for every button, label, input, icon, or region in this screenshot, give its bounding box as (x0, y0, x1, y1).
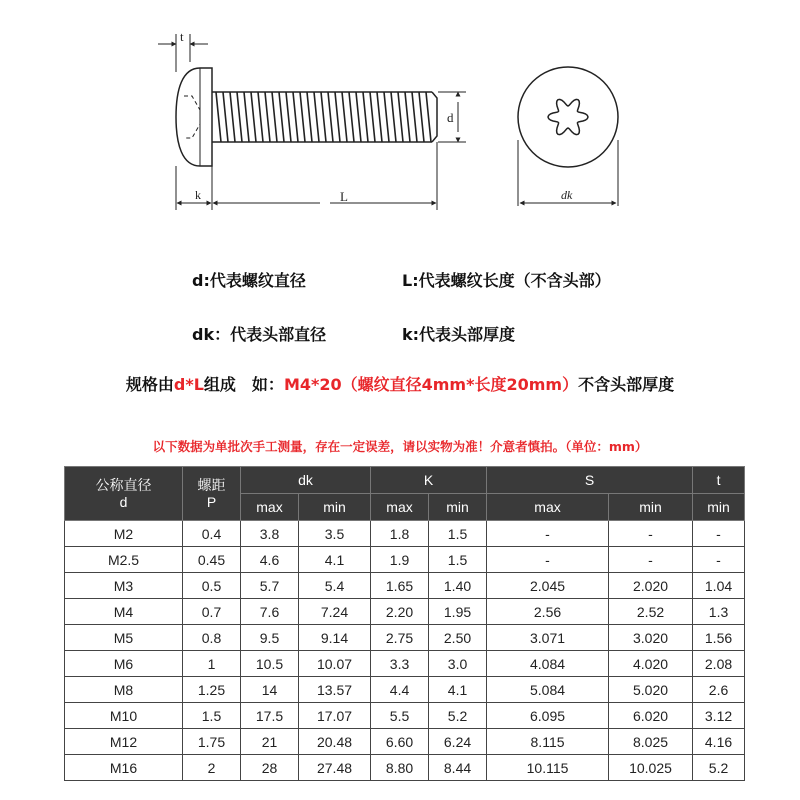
table-header-row (65, 467, 745, 494)
table-cell: 4.020 (609, 651, 693, 677)
table-cell: 8.80 (371, 755, 429, 781)
table-cell: 5.2 (429, 703, 487, 729)
header-dk: dk (241, 467, 371, 494)
header-t: t (693, 467, 745, 494)
table-cell: 2.6 (693, 677, 745, 703)
table-cell: 4.1 (429, 677, 487, 703)
table-cell: 1.25 (183, 677, 241, 703)
table-cell: 20.48 (299, 729, 371, 755)
table-cell: 17.5 (241, 703, 299, 729)
header-k-min: min (429, 494, 487, 521)
table-cell: 1.3 (693, 599, 745, 625)
thread-lines (216, 92, 431, 142)
table-cell: 2.56 (487, 599, 609, 625)
header-dk-min: min (299, 494, 371, 521)
table-cell: 4.16 (693, 729, 745, 755)
table-cell: 2.20 (371, 599, 429, 625)
table-row (65, 599, 745, 625)
table-cell: 0.4 (183, 521, 241, 547)
table-cell: 3.3 (371, 651, 429, 677)
legend-L: L:代表螺纹长度（不含头部） (402, 271, 611, 290)
table-cell: 8.115 (487, 729, 609, 755)
table-cell: M8 (65, 677, 183, 703)
table-cell: 3.071 (487, 625, 609, 651)
header-t-min: min (693, 494, 745, 521)
table-cell: 1.5 (183, 703, 241, 729)
table-cell: 0.8 (183, 625, 241, 651)
table-cell: 2.75 (371, 625, 429, 651)
example-middle: 组成 如： (203, 375, 284, 394)
table-cell: 5.7 (241, 573, 299, 599)
header-pitch: 螺距 P (183, 467, 241, 521)
table-cell: 5.4 (299, 573, 371, 599)
table-row (65, 521, 745, 547)
example-dl: d*L (173, 375, 204, 394)
table-cell: 2.045 (487, 573, 609, 599)
table-cell: 3.5 (299, 521, 371, 547)
screw-side-view (176, 68, 437, 166)
table-cell: 5.2 (693, 755, 745, 781)
table-cell: M3 (65, 573, 183, 599)
header-s: S (487, 467, 693, 494)
table-cell: - (693, 547, 745, 573)
table-cell: 0.5 (183, 573, 241, 599)
table-cell: 5.020 (609, 677, 693, 703)
torx-socket (548, 99, 588, 134)
table-cell: 1.65 (371, 573, 429, 599)
table-cell: 6.020 (609, 703, 693, 729)
table-row (65, 547, 745, 573)
table-cell: 2.020 (609, 573, 693, 599)
table-cell: M6 (65, 651, 183, 677)
table-cell: 0.7 (183, 599, 241, 625)
table-cell: 3.8 (241, 521, 299, 547)
table-cell: 14 (241, 677, 299, 703)
measurement-notice: 以下数据为单批次手工测量，存在一定误差，请以实物为准！介意者慎拍。（单位：mm） (152, 439, 648, 454)
header-nominal-diameter: 公称直径 d (65, 467, 183, 521)
table-cell: 2 (183, 755, 241, 781)
screw-end-view (518, 67, 618, 206)
table-cell: M16 (65, 755, 183, 781)
table-row (65, 573, 745, 599)
table-cell: 10.5 (241, 651, 299, 677)
table-cell: 1.95 (429, 599, 487, 625)
table-cell: 27.48 (299, 755, 371, 781)
table-cell: M10 (65, 703, 183, 729)
table-cell: 1.40 (429, 573, 487, 599)
table-cell: - (487, 547, 609, 573)
table-cell: - (693, 521, 745, 547)
table-cell: 9.14 (299, 625, 371, 651)
table-cell: M12 (65, 729, 183, 755)
table-cell: 2.50 (429, 625, 487, 651)
table-cell: 28 (241, 755, 299, 781)
table-cell: 9.5 (241, 625, 299, 651)
dk-label: dk (561, 188, 573, 202)
table-cell: 17.07 (299, 703, 371, 729)
table-cell: 3.12 (693, 703, 745, 729)
table-cell: 1.56 (693, 625, 745, 651)
table-cell: 1.5 (429, 547, 487, 573)
table-cell: 8.44 (429, 755, 487, 781)
legend-d: d:代表螺纹直径 (192, 271, 306, 290)
k-label: k (195, 188, 201, 202)
table-cell: 10.115 (487, 755, 609, 781)
table-cell: 6.24 (429, 729, 487, 755)
table-cell: - (609, 521, 693, 547)
d-label: d (447, 110, 454, 125)
table-cell: M4 (65, 599, 183, 625)
table-cell: - (487, 521, 609, 547)
table-cell: M2.5 (65, 547, 183, 573)
table-cell: 4.1 (299, 547, 371, 573)
table-cell: 8.025 (609, 729, 693, 755)
table-cell: 5.084 (487, 677, 609, 703)
table-cell: M5 (65, 625, 183, 651)
table-cell: 3.020 (609, 625, 693, 651)
table-cell: 10.025 (609, 755, 693, 781)
table-row (65, 729, 745, 755)
table-cell: M2 (65, 521, 183, 547)
legend-k: k:代表头部厚度 (402, 325, 516, 344)
legend-dk: dk：代表头部直径 (192, 325, 327, 344)
table-cell: 5.5 (371, 703, 429, 729)
table-cell: 6.60 (371, 729, 429, 755)
table-cell: 7.24 (299, 599, 371, 625)
screw-technical-drawing (0, 0, 800, 240)
table-cell: 1.5 (429, 521, 487, 547)
k-L-dimensions (176, 142, 437, 210)
table-cell: 1.75 (183, 729, 241, 755)
table-cell: 21 (241, 729, 299, 755)
table-cell: 13.57 (299, 677, 371, 703)
header-k-max: max (371, 494, 429, 521)
table-cell: - (609, 547, 693, 573)
example-prefix: 规格由 (125, 375, 174, 394)
header-k: K (371, 467, 487, 494)
table-cell: 7.6 (241, 599, 299, 625)
spec-example (0, 372, 800, 395)
table-row (65, 703, 745, 729)
L-label: L (340, 189, 348, 204)
table-cell: 3.0 (429, 651, 487, 677)
spec-table (64, 466, 745, 781)
table-cell: 1.9 (371, 547, 429, 573)
table-cell: 4.6 (241, 547, 299, 573)
table-cell: 1.8 (371, 521, 429, 547)
table-row (65, 677, 745, 703)
table-row (65, 651, 745, 677)
example-spec: M4*20（螺纹直径4mm*长度20mm） (283, 375, 579, 394)
example-suffix: 不含头部厚度 (578, 375, 675, 394)
table-cell: 4.4 (371, 677, 429, 703)
table-cell: 2.52 (609, 599, 693, 625)
table-cell: 4.084 (487, 651, 609, 677)
table-cell: 0.45 (183, 547, 241, 573)
table-cell: 1 (183, 651, 241, 677)
table-row (65, 755, 745, 781)
table-cell: 10.07 (299, 651, 371, 677)
t-label: t (180, 29, 184, 44)
table-row (65, 625, 745, 651)
table-cell: 6.095 (487, 703, 609, 729)
table-cell: 2.08 (693, 651, 745, 677)
header-s-max: max (487, 494, 609, 521)
header-s-min: min (609, 494, 693, 521)
table-cell: 1.04 (693, 573, 745, 599)
header-dk-max: max (241, 494, 299, 521)
